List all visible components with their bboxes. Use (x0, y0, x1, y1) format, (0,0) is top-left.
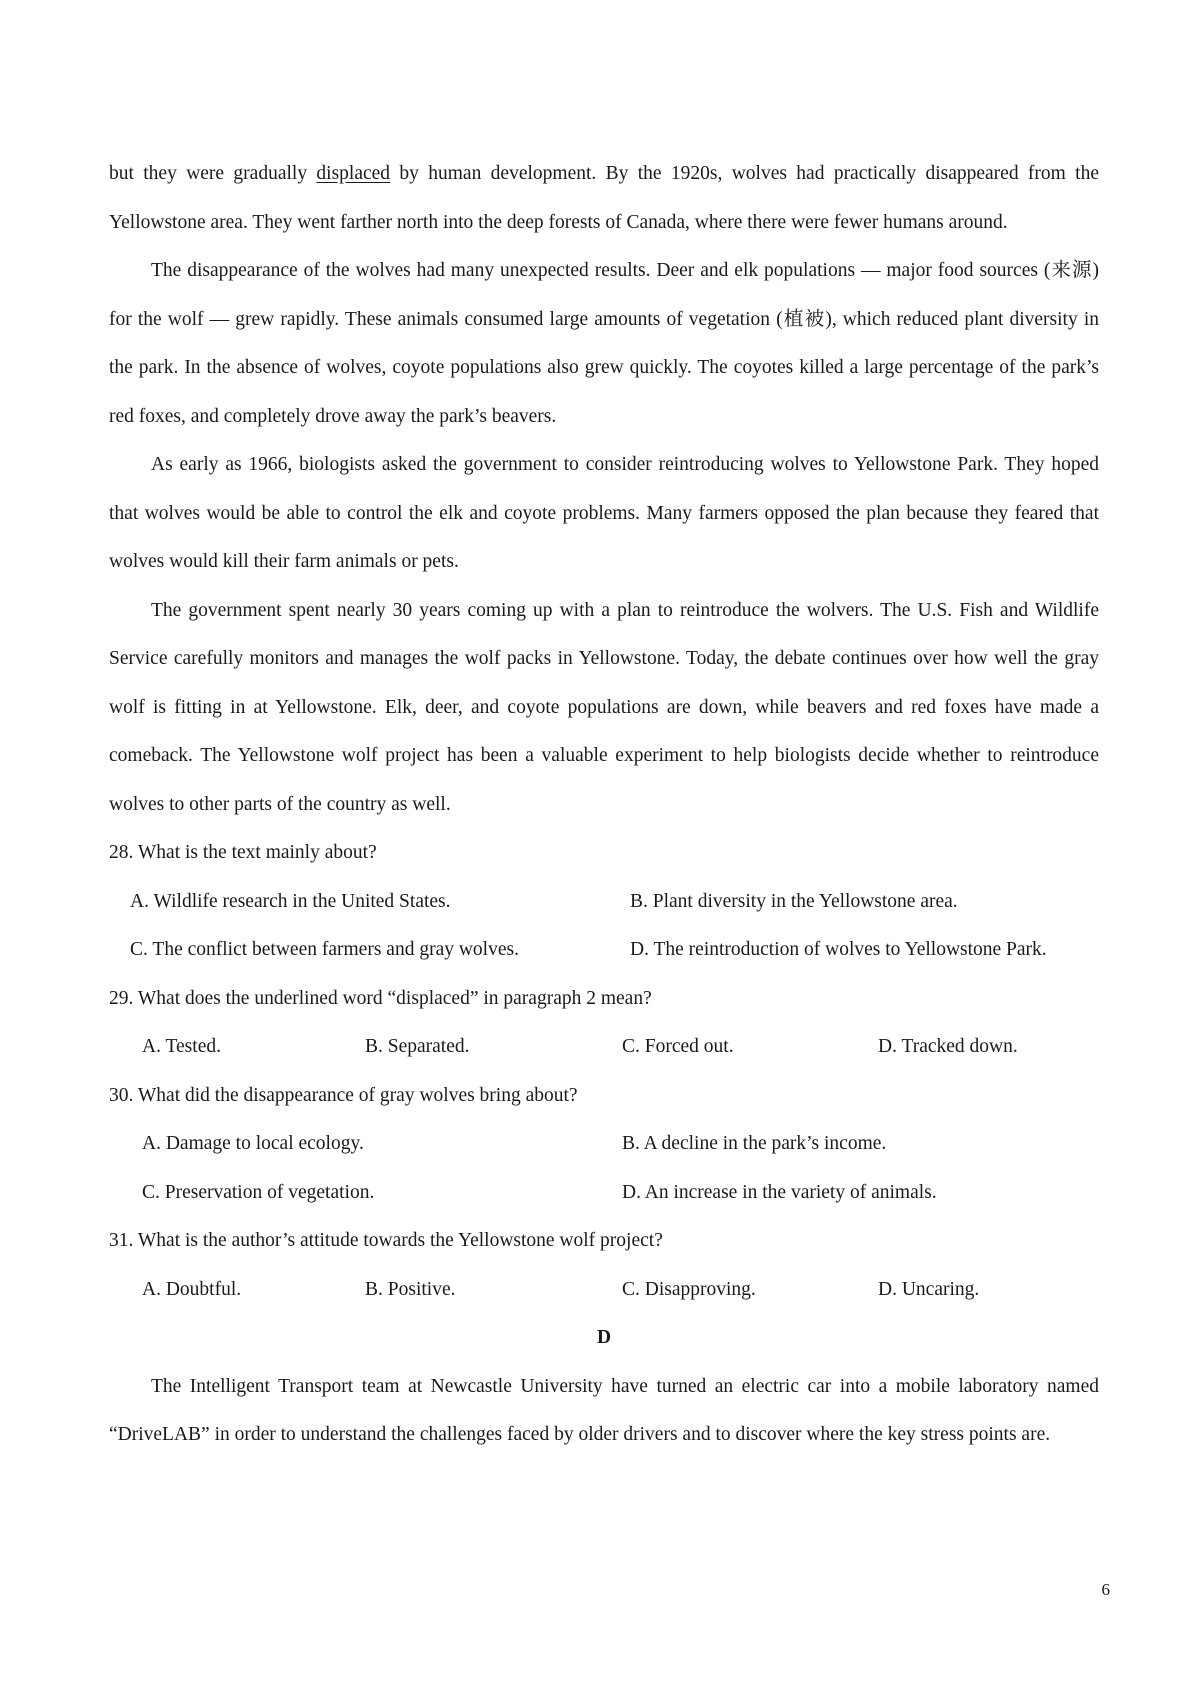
question-29-option-d: D. Tracked down. (878, 1036, 1018, 1057)
question-31-option-a: A. Doubtful. (142, 1278, 242, 1300)
question-30-options-row-1 (109, 1120, 1099, 1169)
question-30-option-a: A. Damage to local ecology. (142, 1133, 364, 1154)
question-28-option-d: D. The reintroduction of wolves to Yellowstone Park. (630, 939, 1047, 960)
question-30-stem: 30. What did the disappearance of gray wolves bring about? (109, 1084, 578, 1106)
passage-c-paragraph-2: The disappearance of the wolves had many unexpected results. Deer and elk populations — major food sources (来源) for the wolf — grew rapidly. These animals consumed large amounts of vegetation (植被), which reduced plant diversity in the park. In the absence of wolves, coyote populations also grew quickly. The coyotes killed a large percentage of the park’s red foxes, and completely drove away the park’s beavers. (109, 260, 1099, 427)
question-29-option-b: B. Separated. (365, 1036, 470, 1057)
question-29-option-c: C. Forced out. (622, 1036, 734, 1057)
paragraph-text: but they were gradually (109, 163, 317, 184)
question-28-options-row-1 (109, 878, 1099, 927)
question-30-option-b: B. A decline in the park’s income. (622, 1133, 887, 1154)
question-31-options-row (109, 1266, 1099, 1315)
question-28-option-a: A. Wildlife research in the United States. (130, 890, 451, 912)
question-28-options-row-2 (109, 926, 1099, 975)
page-content (109, 150, 1099, 1460)
question-31-option-d: D. Uncaring. (878, 1278, 980, 1300)
passage-c-paragraph-4: The government spent nearly 30 years coming up with a plan to reintroduce the wolvers. The U.S. Fish and Wildlife Service carefully monitors and manages the wolf packs in Yellowstone. Today, the debate continues over how well the gray wolf is fitting in at Yellowstone. Elk, deer, and coyote populations are down, while beavers and red foxes have made a comeback. The Yellowstone wolf project has been a valuable experiment to help biologists decide whether to reintroduce wolves to other parts of the country as well. (109, 599, 1099, 815)
question-31-option-c: C. Disapproving. (622, 1278, 756, 1300)
question-30-option-c: C. Preservation of vegetation. (142, 1181, 375, 1203)
question-28-option-b: B. Plant diversity in the Yellowstone area. (630, 890, 958, 912)
passage-d-heading: D (596, 1327, 612, 1348)
question-30-options-row-2 (109, 1169, 1099, 1218)
underlined-word: displaced (316, 163, 391, 184)
paragraph-text: by human development. By the 1920s, wolves had practically disappeared from the Yellowstone area. They went farther north into the deep forests of Canada, where there were fewer humans around. (109, 163, 1099, 233)
page-number: 6 (1101, 1580, 1110, 1599)
passage-c-paragraph-3: As early as 1966, biologists asked the government to consider reintroducing wolves to Yellowstone Park. They hoped that wolves would be able to control the elk and coyote problems. Many farmers opposed the plan because they feared that wolves would kill their farm animals or pets. (109, 454, 1099, 572)
question-29-option-a: A. Tested. (142, 1036, 221, 1057)
question-29-stem: 29. What does the underlined word “displaced” in paragraph 2 mean? (109, 987, 652, 1009)
question-28-stem: 28. What is the text mainly about? (109, 842, 377, 863)
passage-d-paragraph-1: The Intelligent Transport team at Newcastle University have turned an electric car into a mobile laboratory named “DriveLAB” in order to understand the challenges faced by older drivers and to discover where the key stress points are. (109, 1375, 1099, 1445)
question-31-stem: 31. What is the author’s attitude towards the Yellowstone wolf project? (109, 1230, 663, 1251)
question-31-option-b: B. Positive. (365, 1278, 456, 1300)
passage-c-paragraph-1 (109, 150, 1099, 247)
question-30-option-d: D. An increase in the variety of animals. (622, 1181, 937, 1203)
question-28-option-c: C. The conflict between farmers and gray wolves. (130, 939, 519, 960)
question-29-options-row (109, 1023, 1099, 1072)
